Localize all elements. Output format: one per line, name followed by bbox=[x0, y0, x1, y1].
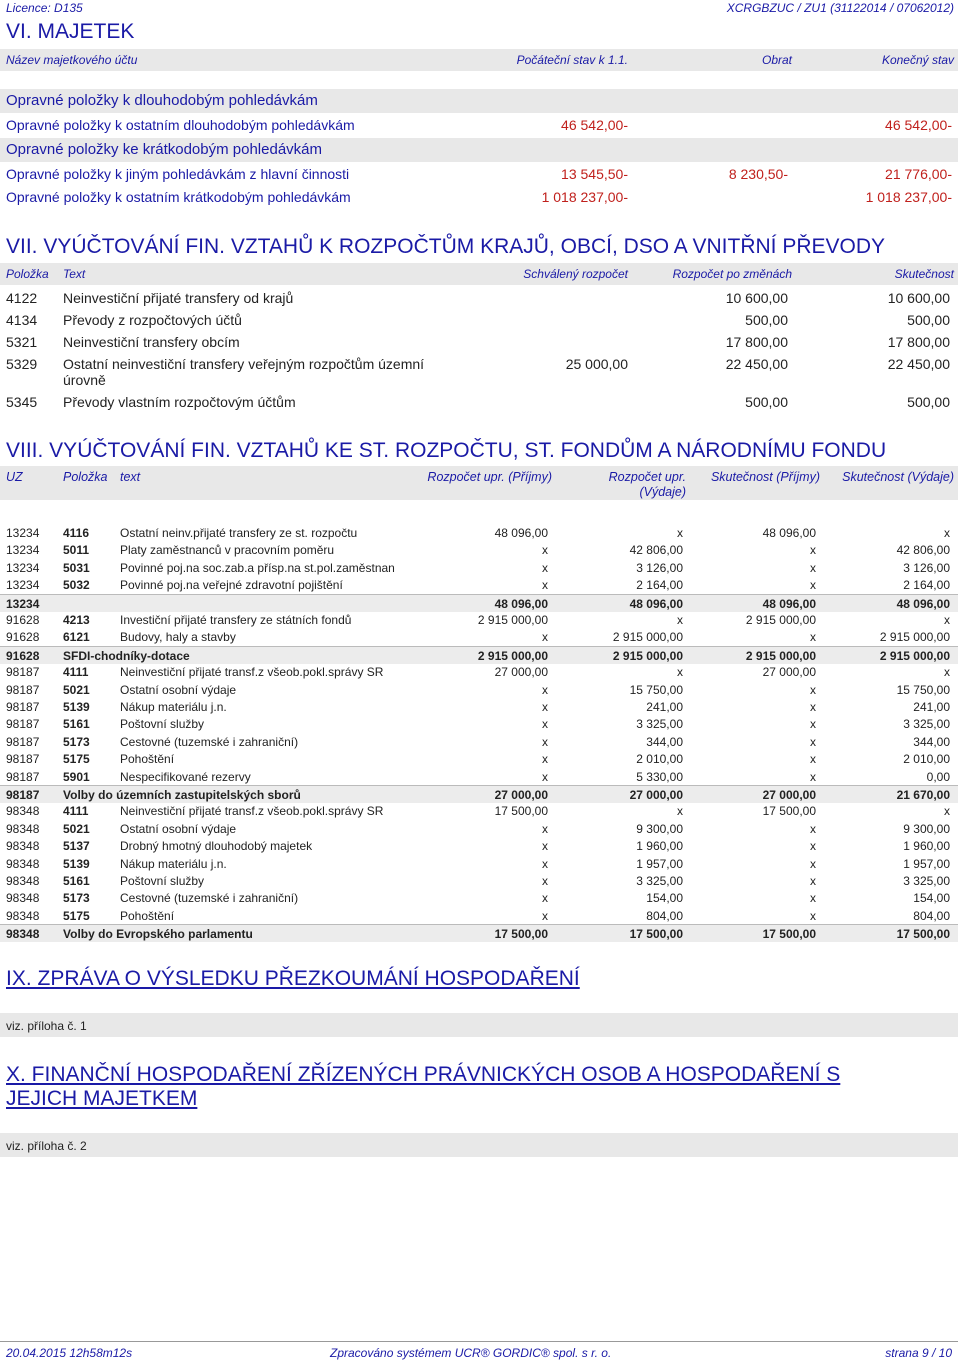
table-row bbox=[0, 698, 958, 715]
col-budget-expense-line2: (Výdaje) bbox=[639, 485, 686, 499]
row-text: Ostatní neinv.přijaté transfery ze st. rozpočtu bbox=[120, 526, 358, 540]
row-budget-expense: 2 164,00 bbox=[636, 578, 683, 593]
row-actual-income: 48 096,00 bbox=[762, 526, 816, 540]
row-actual-income: x bbox=[810, 856, 816, 871]
row-actual-expense: 15 750,00 bbox=[896, 682, 950, 697]
row-text: SFDI-chodníky-dotace bbox=[63, 648, 190, 663]
row-item: 5175 bbox=[63, 908, 90, 923]
row-budget-income: x bbox=[542, 821, 548, 836]
row-uz: 98187 bbox=[6, 682, 40, 697]
row-item: 6121 bbox=[63, 630, 90, 645]
table-row bbox=[0, 559, 958, 576]
page-header bbox=[0, 0, 960, 18]
row-budget-income: 2 915 000,00 bbox=[477, 613, 548, 627]
section-ix-title: IX. ZPRÁVA O VÝSLEDKU PŘEZKOUMÁNÍ HOSPODAŘENÍ bbox=[6, 967, 580, 990]
row-item: 5161 bbox=[63, 874, 90, 888]
row-item: 4134 bbox=[6, 312, 38, 328]
row-budget-expense: x bbox=[677, 613, 683, 627]
col-budget-expense: Rozpočet upr. bbox=[608, 470, 686, 484]
row-text: Investiční přijaté transfery ze státních fondů bbox=[120, 613, 352, 627]
table-row bbox=[0, 628, 958, 645]
row-text: Cestovné (tuzemské i zahraniční) bbox=[120, 734, 299, 749]
row-changed: 500,00 bbox=[745, 394, 788, 410]
row-end: 21 776,00- bbox=[885, 166, 952, 182]
col-account-name: Název majetkového účtu bbox=[6, 53, 138, 67]
row-budget-income: x bbox=[542, 856, 548, 871]
row-budget-expense: 804,00 bbox=[646, 908, 683, 923]
row-budget-expense: 2 915 000,00 bbox=[612, 630, 683, 645]
row-text: Pohoštění bbox=[120, 908, 175, 923]
table-row bbox=[0, 889, 958, 906]
table-row bbox=[0, 715, 958, 732]
row-text: Cestovné (tuzemské i zahraniční) bbox=[120, 891, 299, 906]
table-row bbox=[0, 768, 958, 785]
row-item: 5321 bbox=[6, 334, 38, 350]
table-sum-row bbox=[0, 594, 958, 612]
row-name: Opravné položky k jiným pohledávkám z hlavní činnosti bbox=[6, 166, 350, 182]
row-text: Volby do Evropského parlamentu bbox=[63, 927, 253, 942]
row-text: Povinné poj.na soc.zab.a přísp.na st.pol.zaměstnan bbox=[120, 560, 395, 575]
row-budget-income: 48 096,00 bbox=[494, 596, 548, 611]
row-uz: 98348 bbox=[6, 891, 40, 906]
row-start: 1 018 237,00- bbox=[541, 189, 628, 205]
row-actual: 500,00 bbox=[907, 312, 950, 328]
row-actual-income: x bbox=[810, 752, 816, 767]
row-item: 5345 bbox=[6, 394, 38, 410]
row-actual-income: 2 915 000,00 bbox=[745, 648, 816, 663]
row-budget-income: 48 096,00 bbox=[494, 526, 548, 540]
row-actual-expense: 48 096,00 bbox=[896, 596, 950, 611]
row-actual: 22 450,00 bbox=[887, 356, 950, 372]
table-sum-row bbox=[0, 785, 958, 803]
row-budget-expense: 2 010,00 bbox=[636, 752, 683, 767]
note-text: viz. příloha č. 2 bbox=[6, 1139, 87, 1153]
row-text: Neinvestiční přijaté transfery od krajů bbox=[63, 290, 294, 306]
row-budget-income: x bbox=[542, 717, 548, 732]
row-budget-income: x bbox=[542, 734, 548, 749]
col-actual-income: Skutečnost (Příjmy) bbox=[710, 470, 820, 484]
col-budget-income: Rozpočet upr. (Příjmy) bbox=[427, 470, 552, 484]
col-text: Text bbox=[63, 267, 86, 281]
row-budget-income: x bbox=[542, 543, 548, 558]
row-text: Převody vlastním rozpočtovým účtům bbox=[63, 394, 296, 410]
row-actual-income: 2 915 000,00 bbox=[745, 613, 816, 627]
page-footer bbox=[0, 1341, 958, 1362]
row-text: Neinvestiční transfery obcím bbox=[63, 334, 240, 350]
row-actual-income: x bbox=[810, 630, 816, 645]
row-actual-income: 27 000,00 bbox=[762, 788, 816, 802]
table-row bbox=[0, 611, 958, 628]
row-actual-income: 48 096,00 bbox=[762, 596, 816, 611]
row-actual-income: 17 500,00 bbox=[762, 804, 816, 819]
row-actual-income: 27 000,00 bbox=[762, 665, 816, 680]
row-actual-expense: 344,00 bbox=[913, 734, 950, 749]
row-actual-income: x bbox=[810, 717, 816, 732]
row-actual: 17 800,00 bbox=[887, 334, 950, 350]
row-actual-expense: 17 500,00 bbox=[896, 927, 950, 942]
document-id: XCRGBZUC / ZU1 (31122014 / 07062012) bbox=[726, 1, 954, 15]
col-start: Počáteční stav k 1.1. bbox=[516, 53, 628, 67]
row-actual-expense: 2 915 000,00 bbox=[879, 630, 950, 645]
row-changed: 17 800,00 bbox=[725, 334, 788, 350]
row-budget-expense: x bbox=[677, 526, 683, 540]
row-actual-expense: x bbox=[944, 804, 950, 819]
row-budget-income: 27 000,00 bbox=[494, 665, 548, 680]
row-actual-expense: 9 300,00 bbox=[903, 821, 950, 836]
row-actual-income: x bbox=[810, 891, 816, 906]
row-actual-income: x bbox=[810, 839, 816, 854]
table-row bbox=[0, 331, 958, 353]
row-actual-expense: 21 670,00 bbox=[896, 788, 950, 802]
row-actual-expense: 1 957,00 bbox=[903, 856, 950, 871]
row-uz: 91628 bbox=[6, 630, 40, 645]
row-uz: 13234 bbox=[6, 526, 40, 540]
row-item: 5173 bbox=[63, 734, 90, 749]
section-viii-title: VIII. VYÚČTOVÁNÍ FIN. VZTAHŮ KE ST. ROZPOČTU, ST. FONDŮM A NÁRODNÍMU FONDU bbox=[6, 439, 887, 462]
row-uz: 98187 bbox=[6, 717, 40, 732]
row-uz: 98348 bbox=[6, 908, 40, 923]
row-actual-expense: 2 915 000,00 bbox=[879, 648, 950, 663]
row-approved: 25 000,00 bbox=[565, 356, 628, 372]
table-row bbox=[0, 872, 958, 889]
row-uz: 98187 bbox=[6, 734, 40, 749]
row-actual-expense: 2 164,00 bbox=[903, 578, 950, 593]
row-actual-expense: 3 126,00 bbox=[903, 560, 950, 575]
row-uz: 98348 bbox=[6, 927, 40, 942]
row-text: Nákup materiálu j.n. bbox=[120, 856, 227, 871]
col-turnover: Obrat bbox=[761, 53, 792, 67]
row-budget-expense: 9 300,00 bbox=[636, 821, 683, 836]
row-text: Poštovní služby bbox=[120, 717, 205, 732]
row-budget-expense: 42 806,00 bbox=[629, 543, 683, 558]
table-sum-row bbox=[0, 646, 958, 664]
row-budget-income: x bbox=[542, 752, 548, 767]
row-actual-expense: 804,00 bbox=[913, 908, 950, 923]
row-budget-expense: 3 325,00 bbox=[636, 874, 683, 888]
row-budget-income: x bbox=[542, 700, 548, 714]
row-actual-income: x bbox=[810, 874, 816, 888]
row-budget-expense: x bbox=[677, 665, 683, 680]
row-text: Ostatní neinvestiční transfery veřejným rozpočtům územní bbox=[63, 356, 425, 372]
row-uz: 98348 bbox=[6, 804, 40, 819]
row-uz: 98348 bbox=[6, 856, 40, 871]
row-actual: 10 600,00 bbox=[887, 290, 950, 306]
row-item: 5173 bbox=[63, 891, 90, 906]
row-text: Poštovní služby bbox=[120, 874, 205, 888]
row-start: 13 545,50- bbox=[561, 166, 628, 182]
row-actual-expense: 241,00 bbox=[913, 700, 950, 714]
row-changed: 500,00 bbox=[745, 312, 788, 328]
row-budget-expense: 241,00 bbox=[646, 700, 683, 714]
row-item: 5031 bbox=[63, 560, 90, 575]
table-row bbox=[0, 750, 958, 767]
row-budget-income: 17 500,00 bbox=[494, 804, 548, 819]
row-name: Opravné položky k ostatním dlouhodobým pohledávkám bbox=[6, 117, 355, 133]
row-item: 5032 bbox=[63, 578, 90, 593]
row-budget-expense: 1 957,00 bbox=[636, 856, 683, 871]
row-uz: 13234 bbox=[6, 596, 40, 611]
table-row bbox=[0, 855, 958, 872]
row-uz: 13234 bbox=[6, 578, 40, 593]
row-text: Ostatní osobní výdaje bbox=[120, 821, 237, 836]
row-item: 5901 bbox=[63, 769, 90, 784]
table-row bbox=[0, 287, 958, 309]
row-turnover: 8 230,50- bbox=[728, 166, 788, 182]
row-item: 4111 bbox=[63, 804, 89, 819]
row-budget-expense: 2 915 000,00 bbox=[612, 648, 683, 663]
row-actual-income: x bbox=[810, 543, 816, 558]
row-actual-income: 17 500,00 bbox=[762, 927, 816, 942]
footer-date: 20.04.2015 12h58m12s bbox=[6, 1346, 133, 1360]
sec6-row bbox=[0, 163, 958, 185]
table-row bbox=[0, 837, 958, 854]
row-budget-expense: 27 000,00 bbox=[629, 788, 683, 802]
footer-system: Zpracováno systémem UCR® GORDIC® spol. s r. o. bbox=[330, 1346, 612, 1360]
row-uz: 98187 bbox=[6, 769, 40, 784]
row-item: 5011 bbox=[63, 543, 90, 558]
sec8-column-header bbox=[0, 466, 958, 500]
row-budget-income: x bbox=[542, 891, 548, 906]
row-actual-income: x bbox=[810, 734, 816, 749]
table-row bbox=[0, 309, 958, 331]
row-uz: 98187 bbox=[6, 700, 40, 714]
table-row bbox=[0, 802, 958, 819]
row-actual-expense: 3 325,00 bbox=[903, 717, 950, 732]
row-budget-income: x bbox=[542, 630, 548, 645]
row-uz: 98187 bbox=[6, 665, 40, 680]
group-label: Opravné položky ke krátkodobým pohledávkám bbox=[6, 141, 322, 158]
row-uz: 98187 bbox=[6, 788, 40, 802]
row-actual-expense: x bbox=[944, 665, 950, 680]
table-row bbox=[0, 541, 958, 558]
table-sum-row bbox=[0, 924, 958, 942]
row-budget-income: x bbox=[542, 560, 548, 575]
col-end: Konečný stav bbox=[881, 53, 954, 67]
table-row bbox=[0, 524, 958, 541]
row-actual-expense: 0,00 bbox=[926, 769, 950, 784]
row-actual-expense: x bbox=[944, 613, 950, 627]
licence-label: Licence: D135 bbox=[6, 1, 83, 15]
row-uz: 98187 bbox=[6, 752, 40, 767]
row-item: 4111 bbox=[63, 665, 89, 680]
row-budget-income: x bbox=[542, 769, 548, 784]
sec6-group bbox=[0, 89, 958, 113]
table-row bbox=[0, 576, 958, 593]
row-actual-income: x bbox=[810, 560, 816, 575]
row-budget-expense: 15 750,00 bbox=[629, 682, 683, 697]
section-vi-title: VI. MAJETEK bbox=[6, 20, 135, 43]
row-uz: 98348 bbox=[6, 874, 40, 888]
sec6-column-header bbox=[0, 49, 958, 71]
row-budget-income: x bbox=[542, 839, 548, 854]
row-uz: 13234 bbox=[6, 543, 40, 558]
row-text: Ostatní osobní výdaje bbox=[120, 682, 237, 697]
row-item: 5139 bbox=[63, 856, 90, 871]
row-actual-expense: 42 806,00 bbox=[896, 543, 950, 558]
row-changed: 10 600,00 bbox=[725, 290, 788, 306]
row-budget-expense: 1 960,00 bbox=[636, 839, 683, 854]
row-uz: 13234 bbox=[6, 560, 40, 575]
row-actual-expense: 154,00 bbox=[913, 891, 950, 906]
row-item: 5139 bbox=[63, 700, 90, 714]
col-actual: Skutečnost bbox=[894, 267, 954, 281]
note-text: viz. příloha č. 1 bbox=[6, 1019, 87, 1033]
row-text: Pohoštění bbox=[120, 752, 175, 767]
row-item: 5175 bbox=[63, 752, 90, 767]
row-start: 46 542,00- bbox=[561, 117, 628, 133]
row-text: Budovy, haly a stavby bbox=[120, 630, 236, 645]
row-budget-income: x bbox=[542, 908, 548, 923]
section-x-title-line1: X. FINANČNÍ HOSPODAŘENÍ ZŘÍZENÝCH PRÁVNICKÝCH OSOB A HOSPODAŘENÍ S bbox=[6, 1063, 841, 1086]
row-actual-income: x bbox=[810, 908, 816, 923]
sec6-group bbox=[0, 138, 958, 162]
row-text: Volby do územních zastupitelských sborů bbox=[63, 788, 301, 802]
row-item: 5161 bbox=[63, 717, 90, 732]
col-item: Položka bbox=[6, 267, 49, 281]
sec10-note bbox=[0, 1133, 958, 1157]
row-item: 4213 bbox=[63, 613, 90, 627]
row-budget-expense: 344,00 bbox=[646, 734, 683, 749]
group-label: Opravné položky k dlouhodobým pohledávkám bbox=[6, 92, 318, 109]
row-text: Neinvestiční přijaté transf.z všeob.pokl.správy SR bbox=[120, 804, 384, 819]
row-item: 5021 bbox=[63, 682, 90, 697]
row-budget-income: 17 500,00 bbox=[494, 927, 548, 942]
row-actual-income: x bbox=[810, 769, 816, 784]
row-text: Povinné poj.na veřejné zdravotní pojištění bbox=[120, 578, 343, 593]
col-uz: UZ bbox=[6, 470, 23, 484]
row-uz: 98348 bbox=[6, 839, 40, 854]
row-budget-expense: 3 126,00 bbox=[636, 560, 683, 575]
row-item: 4116 bbox=[63, 526, 90, 540]
row-uz: 98348 bbox=[6, 821, 40, 836]
col-approved: Schválený rozpočet bbox=[523, 267, 628, 281]
row-budget-expense: 5 330,00 bbox=[636, 769, 683, 784]
row-actual-expense: 3 325,00 bbox=[903, 874, 950, 888]
sec9-note bbox=[0, 1013, 958, 1037]
col-changed: Rozpočet po změnách bbox=[672, 267, 792, 281]
footer-page: strana 9 / 10 bbox=[885, 1346, 952, 1360]
row-item: 5021 bbox=[63, 821, 90, 836]
row-budget-expense: 17 500,00 bbox=[629, 927, 683, 942]
col-text: text bbox=[120, 470, 141, 484]
section-vii-title: VII. VYÚČTOVÁNÍ FIN. VZTAHŮ K ROZPOČTŮM KRAJŮ, OBCÍ, DSO A VNITŘNÍ PŘEVODY bbox=[6, 235, 886, 258]
row-budget-income: x bbox=[542, 874, 548, 888]
row-actual-expense: 1 960,00 bbox=[903, 839, 950, 854]
table-row bbox=[0, 907, 958, 924]
table-row bbox=[0, 681, 958, 698]
row-actual-income: x bbox=[810, 821, 816, 836]
row-budget-income: x bbox=[542, 682, 548, 697]
row-budget-expense: 3 325,00 bbox=[636, 717, 683, 732]
row-actual: 500,00 bbox=[907, 394, 950, 410]
row-item: 5137 bbox=[63, 839, 90, 854]
row-actual-income: x bbox=[810, 682, 816, 697]
row-text: Převody z rozpočtových účtů bbox=[63, 312, 242, 328]
table-row bbox=[0, 353, 958, 391]
row-actual-income: x bbox=[810, 700, 816, 714]
row-budget-expense: x bbox=[677, 804, 683, 819]
table-row bbox=[0, 820, 958, 837]
row-text: Nákup materiálu j.n. bbox=[120, 700, 227, 714]
row-actual-expense: 2 010,00 bbox=[903, 752, 950, 767]
row-uz: 91628 bbox=[6, 648, 40, 663]
row-text: Nespecifikované rezervy bbox=[120, 769, 251, 784]
row-item: 4122 bbox=[6, 290, 38, 306]
row-text-line2: úrovně bbox=[63, 372, 106, 388]
row-budget-income: 2 915 000,00 bbox=[477, 648, 548, 663]
row-budget-income: 27 000,00 bbox=[494, 788, 548, 802]
row-budget-income: x bbox=[542, 578, 548, 593]
row-end: 1 018 237,00- bbox=[865, 189, 952, 205]
row-name: Opravné položky k ostatním krátkodobým pohledávkám bbox=[6, 189, 351, 205]
row-budget-expense: 154,00 bbox=[646, 891, 683, 906]
row-item: 5329 bbox=[6, 356, 38, 372]
row-budget-expense: 48 096,00 bbox=[629, 596, 683, 611]
row-text: Drobný hmotný dlouhodobý majetek bbox=[120, 839, 313, 854]
sec6-row bbox=[0, 186, 958, 208]
row-changed: 22 450,00 bbox=[725, 356, 788, 372]
row-actual-income: x bbox=[810, 578, 816, 593]
col-actual-expense: Skutečnost (Výdaje) bbox=[842, 470, 954, 484]
table-row bbox=[0, 663, 958, 680]
row-end: 46 542,00- bbox=[885, 117, 952, 133]
table-row bbox=[0, 391, 958, 413]
sec7-column-header bbox=[0, 263, 958, 285]
row-uz: 91628 bbox=[6, 613, 40, 627]
col-item: Položka bbox=[63, 470, 108, 484]
row-actual-expense: x bbox=[944, 526, 950, 540]
table-row bbox=[0, 733, 958, 750]
row-text: Neinvestiční přijaté transf.z všeob.pokl.správy SR bbox=[120, 665, 384, 680]
row-text: Platy zaměstnanců v pracovním poměru bbox=[120, 543, 335, 558]
section-x-title-line2: JEJICH MAJETKEM bbox=[6, 1087, 198, 1110]
sec6-row bbox=[0, 114, 958, 136]
